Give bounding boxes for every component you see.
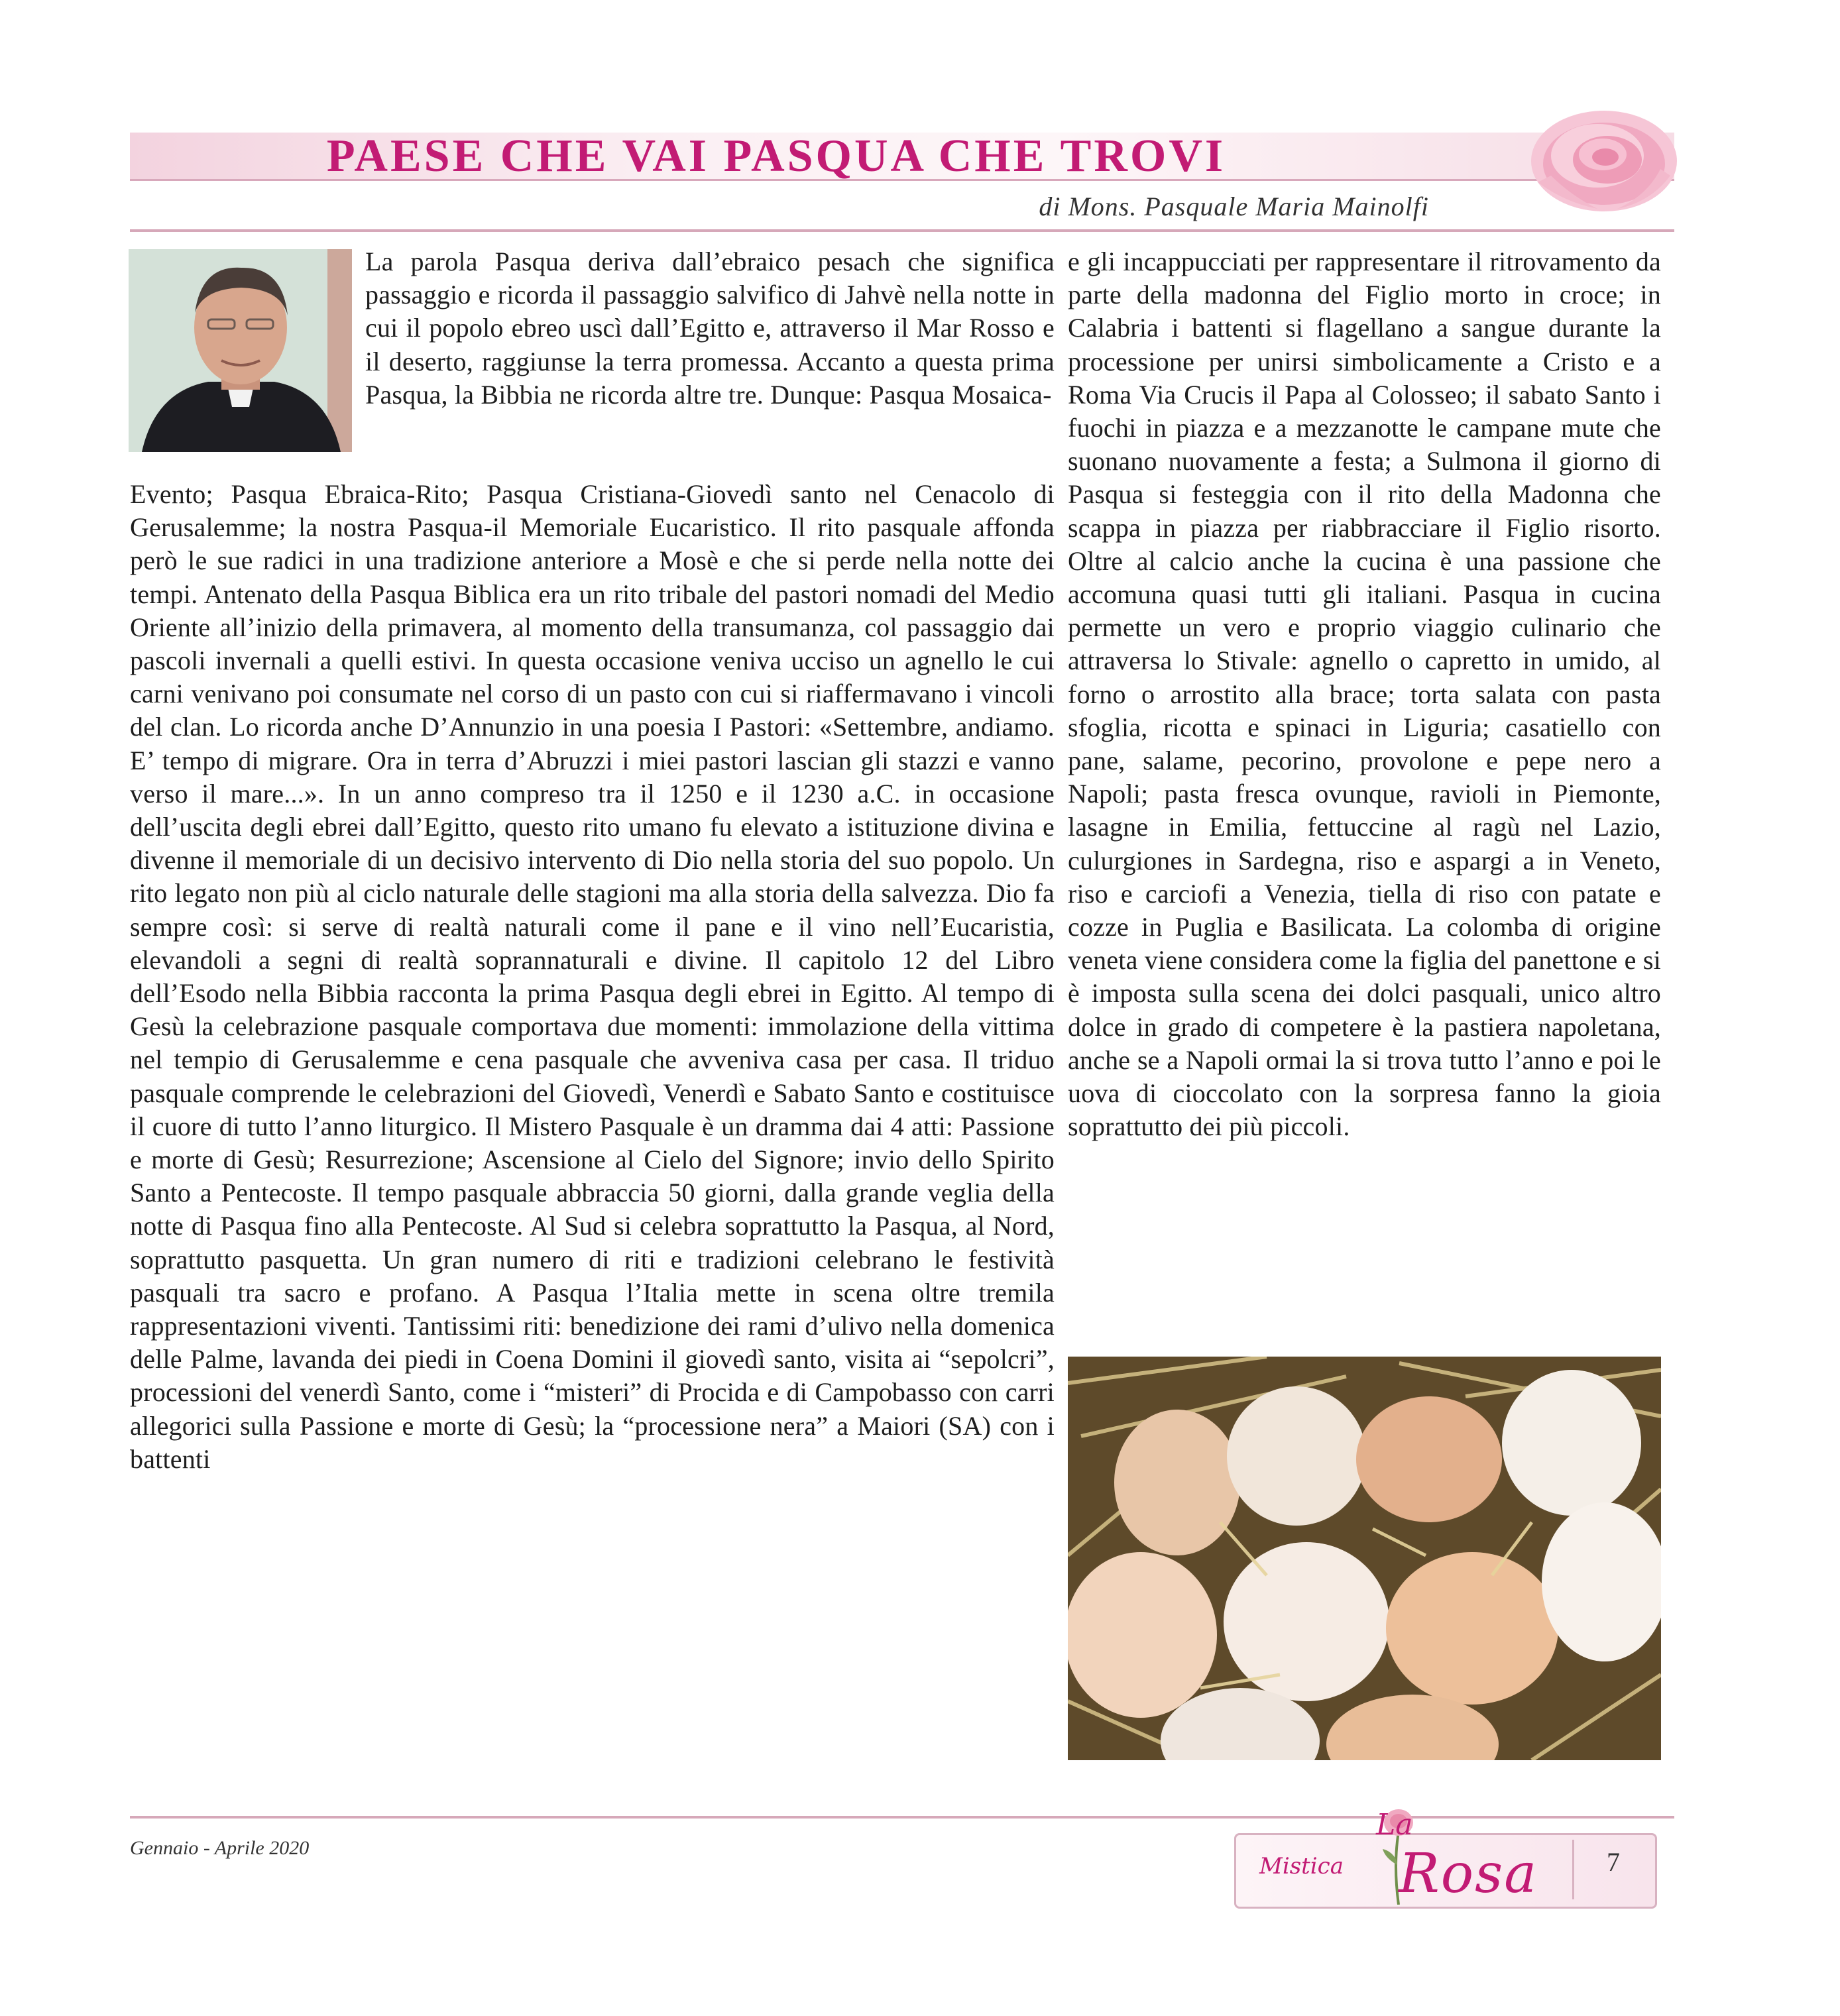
logo-rosa: Rosa	[1399, 1842, 1538, 1905]
rose-ornament-icon	[1524, 103, 1680, 212]
eggs-photo	[1068, 1357, 1661, 1760]
logo-mistica: Mistica	[1259, 1853, 1344, 1879]
article-text-intro: La parola Pasqua deriva dall’ebraico pesach che significa passaggio e ricorda il passaggio salvifico di Jahvè nella notte in cui il popolo ebreo uscì dall’Egitto e, attraverso il Mar Rosso e il deserto, raggiunse la terra promessa. Accanto a questa prima Pasqua, la Bibbia ne ricorda altre tre. Dunque: Pasqua Mosaica-	[365, 247, 1055, 410]
article-title: PAESE CHE VAI PASQUA CHE TROVI	[326, 131, 1226, 182]
byline: di Mons. Pasquale Maria Mainolfi	[1039, 192, 1429, 221]
logo-la: La	[1376, 1808, 1413, 1842]
author-portrait	[129, 249, 352, 452]
footer-divider	[130, 1816, 1674, 1819]
logo-divider	[1572, 1840, 1574, 1899]
page-number: 7	[1607, 1847, 1620, 1877]
issue-date: Gennaio - Aprile 2020	[130, 1837, 310, 1859]
header-divider	[130, 229, 1674, 232]
article-text-column-2: e gli incappucciati per rappresentare il ritrovamento da parte della madonna del Figlio morto in croce; in Calabria i battenti si flagellano a sangue durante la processione per unirsi simbolicamente a Cristo e a Roma Via Crucis il Papa al Colosseo; il sabato Santo i fuochi in piazza e a mezzanotte le campane mute che suonano nuovamente a festa; a Sulmona il giorno di Pasqua si festeggia con il rito della Madonna che scappa in piazza per riabbracciare il Figlio risorto. Oltre al calcio anche la cucina è una passione che accomuna quasi tutti gli italiani. Pasqua in cucina permette un vero e proprio viaggio culinario che attraversa lo Stivale: agnello o capretto in umido, al forno o arrostito alla brace; torta salata con pasta sfoglia, ricotta e spinaci in Liguria; casatiello con pane, salame, pecorino, provolone e pepe nero a Napoli; pasta fresca ovunque, ravioli in Piemonte, lasagne in Emilia, fettuccine al ragù nel Lazio, culurgiones in Sardegna, riso e aspargi a in Veneto, riso e carciofi a Venezia, tiella di riso con patate e cozze in Puglia e Basilicata. La colomba di origine veneta viene considera come la figlia del panettone e si è imposta sulla scena dei dolci pasquali, unico altro dolce in grado di competere è la pastiera napoletana, anche se a Napoli ormai la si trova tutto l’anno e poi le uova di cioccolato con la sorpresa fanno la gioia soprattutto dei più piccoli.	[1068, 247, 1661, 1142]
article-text-column-1: Evento; Pasqua Ebraica-Rito; Pasqua Cristiana-Giovedì santo nel Cenacolo di Gerusalemme; la nostra Pasqua-il Memoriale Eucaristico. Il rito pasquale affonda però le sue radici in una tradizione anteriore a Mosè e che si perde nella notte dei tempi. Antenato della Pasqua Biblica era un rito tribale del pastori nomadi del Medio Oriente all’inizio della primavera, al momento della transumanza, col passaggio dai pascoli invernali a quelli estivi. In questa occasione veniva ucciso un agnello le cui carni venivano poi consumate nel corso di un pasto con cui si riaffermavano i vincoli del clan. Lo ricorda anche D’Annunzio in una poesia I Pastori: «Settembre, andiamo. E’ tempo di migrare. Ora in terra d’Abruzzi i miei pastori lascian gli stazzi e vanno verso il mare...». In un anno compreso tra il 1250 e il 1230 a.C. in occasione dell’uscita degli ebrei dall’Egitto, questo rito umano fu elevato a istituzione divina e divenne il memoriale di un decisivo intervento di Dio nella storia del suo popolo. Un rito legato non più al ciclo naturale delle stagioni ma alla storia della salvezza. Dio fa sempre così: si serve di realtà naturali come il pane e il vino nell’Eucaristia, elevandoli a segni di realtà soprannaturali e divine. Il capitolo 12 del Libro dell’Esodo nella Bibbia racconta la prima Pasqua degli ebrei in Egitto. Al tempo di Gesù la celebrazione pasquale comportava due momenti: immolazione della vittima nel tempio di Gerusalemme e cena pasquale che avveniva casa per casa. Il triduo pasquale comprende le celebrazioni del Giovedì, Venerdì e Sabato Santo e costituisce il cuore di tutto l’anno liturgico. Il Mistero Pasquale è un dramma dai 4 atti: Passione e morte di Gesù; Resurrezione; Ascensione al Cielo del Signore; invio dello Spirito Santo a Pentecoste. Il tempo pasquale abbraccia 50 giorni, dalla grande veglia della notte di Pasqua fino alla Pentecoste. Al Sud si celebra soprattutto la Pasqua, al Nord, soprattutto pasquetta. Un gran numero di riti e tradizioni celebrano le festività pasquali tra sacro e profano. A Pasqua l’Italia mette in scena oltre tremila rappresentazioni viventi. Tantissimi riti: benedizione dei rami d’ulivo nella domenica delle Palme, lavanda dei piedi in Coena Domini il giovedì santo, visita ai “sepolcri”, processioni del venerdì Santo, come i “misteri” di Procida e di Campobasso con carri allegorici sulla Passione e morte di Gesù; la “processione nera” a Maiori (SA) con i battenti	[130, 479, 1055, 1474]
